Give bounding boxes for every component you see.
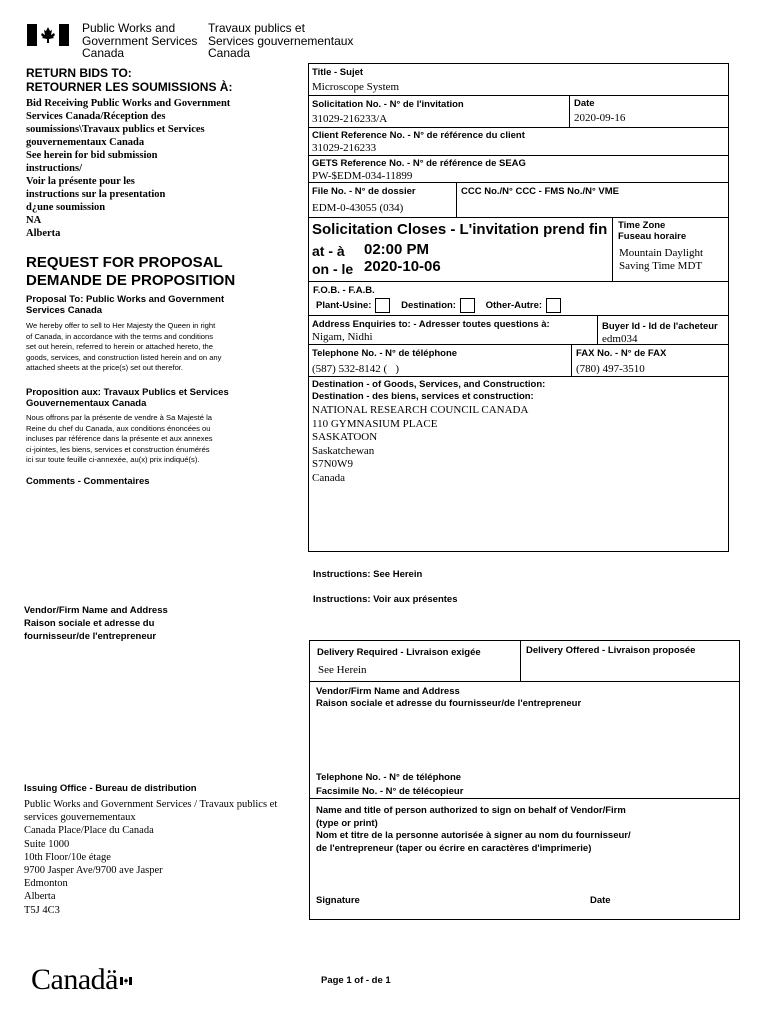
destination-checkbox[interactable] [460,298,475,313]
signature-label: Signature [316,895,360,906]
destination-goods-label: Destination - of Goods, Services, and Construction: Destination - des biens, services et construction: [312,379,546,402]
gets-ref-value: PW-$EDM-034-11899 [312,170,413,182]
solicitation-no-value: 31029-216233/A [312,113,388,125]
file-no-value: EDM-0-43055 (034) [312,202,404,214]
signature-date-label: Date [590,895,611,906]
title-value: Microscope System [312,81,400,93]
instructions-fr: Instructions: Voir aux présentes [313,594,458,605]
buyer-id-value: edm034 [602,333,638,345]
plant-usine-checkbox[interactable] [375,298,390,313]
solicitation-no-label: Solicitation No. - N° de l'invitation [312,99,464,110]
title-label: Title - Sujet [312,67,364,78]
page-number: Page 1 of - de 1 [321,975,391,986]
date-label: Date [574,98,595,109]
time-zone-label: Time Zone Fuseau horaire [618,220,687,242]
delivery-required-value: See Herein [318,664,367,676]
vendor-facsimile-label: Facsimile No. - N° de télécopieur [316,786,464,797]
fob-options [316,298,569,313]
delivery-required-label: Delivery Required - Livraison exigée [317,647,481,658]
buyer-id-label: Buyer Id - Id de l'acheteur [602,321,718,332]
fob-label: F.O.B. - F.A.B. [313,285,375,296]
telephone-value: (587) 532-8142 ( ) [312,363,400,375]
vendor-firm-left: Vendor/Firm Name and Address Raison sociale et adresse du fournisseur/de l'entrepreneur [24,605,168,642]
vendor-firm-label: Vendor/Firm Name and Address Raison sociale et adresse du fournisseur/de l'entrepreneur [316,686,582,709]
destination-address: NATIONAL RESEARCH COUNCIL CANADA 110 GYMNASIUM PLACE SASKATOON Saskatchewan S7N0W9 Canada [312,404,529,484]
destination-label: Destination: [401,300,456,312]
fax-value: (780) 497-3510 [576,363,645,375]
plant-usine-label: Plant-Usine: [316,300,372,312]
delivery-offered-label: Delivery Offered - Livraison proposée [526,645,696,656]
comments-label: Comments - Commentaires [26,476,150,487]
closing-time: 02:00 PM [364,241,430,258]
vendor-telephone-label: Telephone No. - N° de téléphone [316,772,462,783]
department-name-fr: Travaux publics et Services gouvernementaux Canada [208,21,354,60]
rfp-title: REQUEST FOR PROPOSAL DEMANDE DE PROPOSITION [26,254,236,289]
wordmark-flag-icon [120,972,132,980]
return-bids-title: RETURN BIDS TO: RETOURNER LES SOUMISSIONS À: [26,66,233,94]
department-name-en: Public Works and Government Services Canada [82,21,198,60]
proposal-to: Proposal To: Public Works and Government Services Canada [26,294,225,316]
address-enquiries-label: Address Enquiries to: - Adresser toutes questions à: [312,319,550,330]
vendor-firm-field[interactable] [314,712,734,768]
return-bids-address: Bid Receiving Public Works and Government Services Canada/Réception des soumissions\Travaux publics et Services gouvernementaux Canada See herein for bid submission instructions/ Voir la présente pour les instructions sur la presentation d¿une soumission NA Alberta [26,98,231,239]
solicitation-closes-title: Solicitation Closes - L'invitation prend fin [312,221,608,238]
offer-text-en: We hereby offer to sell to Her Majesty the Queen in right of Canada, in accordance with the terms and conditions set out herein, referred to herein or attached hereto, the goods, services, and construction listed herein and on any attached sheets at the price(s) set out therefor. [26,321,222,372]
gets-ref-label: GETS Reference No. - N° de référence de SEAG [312,158,526,169]
issuing-office-title: Issuing Office - Bureau de distribution [24,783,197,794]
client-ref-label: Client Reference No. - N° de référence du client [312,130,525,141]
other-autre-label: Other-Autre: [485,300,543,312]
at-label: at - à [312,243,345,259]
offer-text-fr: Nous offrons par la présente de vendre à Sa Majesté la Reine du chef du Canada, aux conditions énoncées ou incluses par référence dans la présente et aux annexes ci-jointes, les biens, services et construction énumérés ici sur toute feuille ci-annexée, au(x) prix indiqué(s). [26,413,213,464]
proposition-aux: Proposition aux: Travaux Publics et Services Gouvernementaux Canada [26,387,229,409]
file-no-label: File No. - N° de dossier [312,186,416,197]
date-value: 2020-09-16 [574,112,626,124]
other-autre-checkbox[interactable] [546,298,561,313]
address-enquiries-value: Nigam, Nidhi [312,331,373,343]
closing-date: 2020-10-06 [364,258,441,275]
canada-flag-icon [27,24,69,46]
delivery-offered-field[interactable] [524,658,736,678]
client-ref-value: 31029-216233 [312,142,377,154]
telephone-label: Telephone No. - N° de téléphone [312,348,458,359]
on-label: on - le [312,261,354,277]
fax-label: FAX No. - N° de FAX [576,348,667,359]
authorized-person-label: Name and title of person authorized to sign on behalf of Vendor/Firm (type or print) Nom et titre de la personne autorisée à signer au nom du fournisseur/ de l'entrepreneur (taper ou écrire en caractères d'imprimerie) [316,805,631,854]
time-zone-value: Mountain Daylight Saving Time MDT [619,247,704,272]
canada-wordmark: Canadä [31,963,118,996]
issuing-office-address: Public Works and Government Services / Travaux publics et services gouvernementaux Canada Place/Place du Canada Suite 1000 10th Floor/10e étage 9700 Jasper Ave/9700 ave Jasper Edmonton Alberta T5J 4C3 [24,799,278,916]
instructions-en: Instructions: See Herein [313,569,423,580]
authorized-person-field[interactable] [314,858,734,890]
ccc-no-label: CCC No./N° CCC - FMS No./N° VME [461,186,620,197]
